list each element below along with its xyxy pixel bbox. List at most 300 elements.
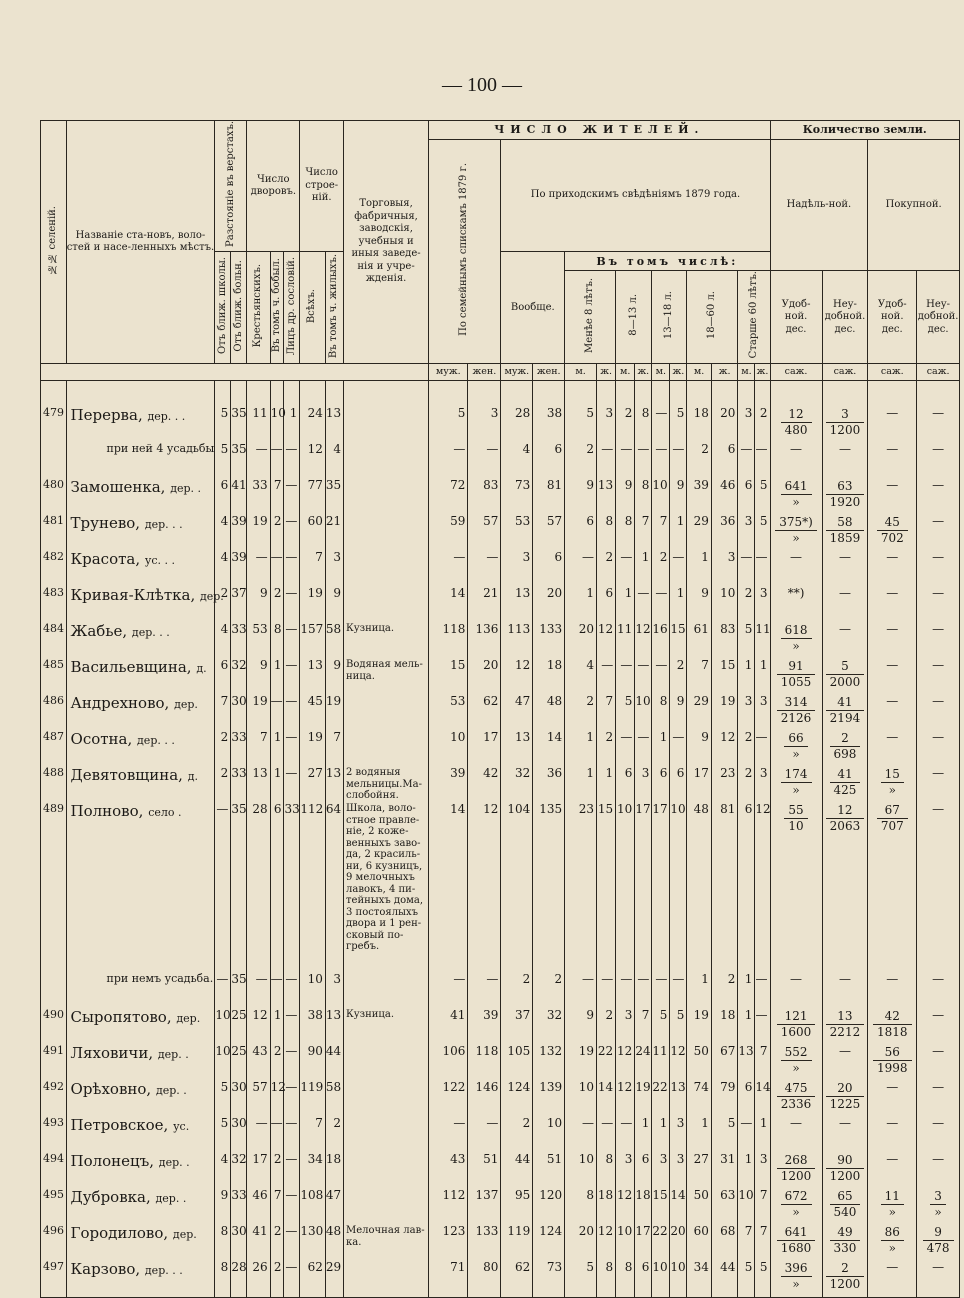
- settlement-kind: дер.: [176, 1012, 201, 1026]
- land-allotted-nonarable: —: [822, 1117, 868, 1153]
- settlement-title: Осотна,: [70, 730, 138, 749]
- cell-a3m: 22: [652, 1081, 670, 1117]
- land-desyatiny: 314: [777, 695, 816, 710]
- cell-fm: 72: [429, 479, 468, 515]
- unit-male: муж.: [501, 364, 533, 381]
- cell-b1: 19: [300, 731, 326, 767]
- cell-gf: 51: [533, 1153, 565, 1189]
- cell-a5f: —: [755, 1009, 770, 1045]
- land-allotted-arable: [770, 1045, 822, 1081]
- cell-b1: 62: [300, 1261, 326, 1298]
- land-desyatiny: 12: [826, 803, 865, 818]
- cell-a1m: 19: [565, 1045, 597, 1081]
- cell-y1: —: [247, 443, 270, 479]
- cell-a5f: —: [755, 973, 770, 1009]
- cell-d1: —: [215, 973, 231, 1009]
- cell-d2: 30: [231, 695, 247, 731]
- settlement-kind: дер. .: [170, 482, 202, 496]
- settlement-number: 479: [41, 407, 67, 443]
- cell-gf: 38: [533, 407, 565, 443]
- cell-gf: 32: [533, 1009, 565, 1045]
- cell-a5m: —: [738, 443, 755, 479]
- land-allotted-arable: [770, 479, 822, 515]
- cell-ff: 133: [468, 1225, 501, 1261]
- cell-a4m: 50: [687, 1189, 711, 1225]
- cell-b1: 119: [300, 1081, 326, 1117]
- land-fraction: [830, 767, 861, 797]
- cell-d2: 35: [231, 443, 247, 479]
- cell-y3: —: [284, 1009, 300, 1045]
- land-desyatiny: 396: [781, 1261, 812, 1276]
- cell-y2: 2: [270, 1045, 284, 1081]
- header-age5: Старше 60 лѣтъ.: [738, 271, 770, 364]
- cell-a4f: 36: [711, 515, 738, 551]
- land-desyatiny: 3: [930, 1189, 946, 1204]
- cell-gf: 57: [533, 515, 565, 551]
- cell-a4m: 48: [687, 803, 711, 973]
- cell-y3: —: [284, 659, 300, 695]
- header-yards: Число дворовъ.: [247, 121, 300, 252]
- land-purchased-nonarable: —: [917, 551, 960, 587]
- settlement-name: [66, 623, 215, 659]
- land-sazheni: »: [792, 746, 800, 761]
- settlement-number: 494: [41, 1153, 67, 1189]
- header-peasant: Крестьянскихъ.: [247, 252, 270, 364]
- cell-a5m: 2: [738, 731, 755, 767]
- cell-gf: 10: [533, 1117, 565, 1153]
- cell-a3f: —: [670, 731, 687, 767]
- land-purchased-nonarable: —: [917, 1117, 960, 1153]
- table-row: [41, 1045, 960, 1081]
- land-desyatiny: 174: [781, 767, 812, 782]
- land-sazheni: 1859: [829, 530, 861, 545]
- cell-b1: 27: [300, 767, 326, 803]
- cell-a1m: 8: [565, 1189, 597, 1225]
- cell-a2f: 24: [635, 1045, 652, 1081]
- header-arable2: Удоб-ной. дес.: [868, 271, 917, 364]
- land-sazheni: 1225: [829, 1096, 861, 1111]
- cell-y1: 17: [247, 1153, 270, 1189]
- land-allotted-arable: [770, 1081, 822, 1117]
- cell-b2: 3: [325, 551, 343, 587]
- cell-a3f: 10: [670, 803, 687, 973]
- cell-a2m: —: [616, 551, 635, 587]
- cell-a5m: 1: [738, 659, 755, 695]
- cell-d2: 35: [231, 803, 247, 973]
- cell-a4m: 1: [687, 973, 711, 1009]
- cell-a1m: 1: [565, 767, 597, 803]
- cell-a2m: 1: [616, 587, 635, 623]
- land-desyatiny: 66: [784, 731, 807, 746]
- land-desyatiny: 41: [826, 695, 865, 710]
- land-sazheni: 1998: [876, 1060, 908, 1075]
- settlement-title: Перерва,: [70, 406, 148, 425]
- cell-y1: 9: [247, 659, 270, 695]
- cell-a1f: 6: [597, 587, 616, 623]
- trade-establishments: [344, 1081, 429, 1117]
- settlement-number: 486: [41, 695, 67, 731]
- cell-a4f: 44: [711, 1261, 738, 1298]
- trade-establishments: [344, 479, 429, 515]
- land-allotted-arable: [770, 1009, 822, 1045]
- land-sazheni: 707: [880, 818, 904, 833]
- settlement-kind: д.: [196, 662, 207, 676]
- cell-a5m: 5: [738, 623, 755, 659]
- header-landless: Въ томъ ч. бобыл.: [270, 252, 284, 364]
- cell-a1m: 10: [565, 1153, 597, 1189]
- settlement-number: 492: [41, 1081, 67, 1117]
- cell-a3m: 5: [652, 1009, 670, 1045]
- land-sazheni: 1200: [780, 1168, 812, 1183]
- cell-a4m: 34: [687, 1261, 711, 1298]
- settlement-name: [66, 1153, 215, 1189]
- settlement-title: Жабье,: [70, 622, 132, 641]
- cell-a4m: 27: [687, 1153, 711, 1189]
- land-purchased-nonarable: —: [917, 1045, 960, 1081]
- cell-a4f: 67: [711, 1045, 738, 1081]
- cell-y3: 1: [284, 407, 300, 443]
- cell-y2: 1: [270, 731, 284, 767]
- cell-gf: 6: [533, 443, 565, 479]
- cell-y2: 6: [270, 803, 284, 973]
- table-row: [41, 587, 960, 623]
- land-sazheni: 2000: [829, 674, 861, 689]
- cell-a5m: 5: [738, 1261, 755, 1298]
- land-allotted-arable: —: [770, 551, 822, 587]
- land-allotted-nonarable: [822, 731, 868, 767]
- cell-ff: 118: [468, 1045, 501, 1081]
- settlement-name: [66, 479, 215, 515]
- land-allotted-nonarable: [822, 1081, 868, 1117]
- cell-d2: 28: [231, 1261, 247, 1298]
- cell-gm: 124: [501, 1081, 533, 1117]
- cell-fm: 118: [429, 623, 468, 659]
- cell-a4f: 6: [711, 443, 738, 479]
- header-arable: Удоб-ной. дес.: [770, 271, 822, 364]
- cell-a3f: 12: [670, 1045, 687, 1081]
- land-allotted-nonarable: —: [822, 1045, 868, 1081]
- cell-b2: 13: [325, 1009, 343, 1045]
- land-allotted-nonarable: [822, 1189, 868, 1225]
- cell-fm: —: [429, 1117, 468, 1153]
- cell-y3: —: [284, 695, 300, 731]
- settlement-title: Васильевщина,: [70, 658, 197, 677]
- cell-a5f: 7: [755, 1225, 770, 1261]
- cell-a4m: 17: [687, 767, 711, 803]
- settlement-kind: дер. .: [158, 1156, 190, 1170]
- cell-b1: 13: [300, 659, 326, 695]
- cell-ff: 21: [468, 587, 501, 623]
- land-fraction: [830, 1189, 861, 1219]
- cell-a3m: 8: [652, 695, 670, 731]
- cell-b2: 9: [325, 587, 343, 623]
- settlement-title: Замошенка,: [70, 478, 171, 497]
- cell-y1: 19: [247, 515, 270, 551]
- cell-a3f: 2: [670, 659, 687, 695]
- land-allotted-arable: [770, 767, 822, 803]
- cell-gm: 113: [501, 623, 533, 659]
- cell-a2f: 6: [635, 1261, 652, 1298]
- cell-fm: —: [429, 443, 468, 479]
- land-sazheni: 2212: [829, 1024, 861, 1039]
- land-sazheni: 1055: [780, 674, 812, 689]
- cell-b2: 44: [325, 1045, 343, 1081]
- cell-ff: 12: [468, 803, 501, 973]
- land-fraction: [881, 767, 904, 797]
- cell-d1: 8: [215, 1261, 231, 1298]
- cell-a2m: 5: [616, 695, 635, 731]
- cell-a1f: 22: [597, 1045, 616, 1081]
- land-purchased-arable: [868, 1045, 917, 1081]
- cell-gf: 81: [533, 479, 565, 515]
- cell-fm: —: [429, 973, 468, 1009]
- cell-gm: 53: [501, 515, 533, 551]
- cell-d2: 33: [231, 623, 247, 659]
- cell-a4f: 79: [711, 1081, 738, 1117]
- table-header: [41, 121, 960, 381]
- land-purchased-arable: —: [868, 623, 917, 659]
- land-sazheni: »: [792, 1060, 800, 1075]
- land-purchased-arable: —: [868, 1081, 917, 1117]
- cell-a4f: 19: [711, 695, 738, 731]
- cell-fm: 10: [429, 731, 468, 767]
- cell-a2m: —: [616, 443, 635, 479]
- cell-a2f: —: [635, 731, 652, 767]
- cell-ff: 42: [468, 767, 501, 803]
- cell-a2f: —: [635, 659, 652, 695]
- cell-d1: 5: [215, 1117, 231, 1153]
- cell-y2: 2: [270, 1261, 284, 1298]
- unit-male: муж.: [429, 364, 468, 381]
- cell-y2: 12: [270, 1081, 284, 1117]
- cell-ff: 3: [468, 407, 501, 443]
- land-sazheni: 1818: [876, 1024, 908, 1039]
- cell-a5m: —: [738, 1117, 755, 1153]
- settlement-kind: дер.: [199, 590, 224, 604]
- land-allotted-arable: —: [770, 443, 822, 479]
- land-purchased-nonarable: —: [917, 623, 960, 659]
- cell-b2: 3: [325, 973, 343, 1009]
- cell-a3m: 6: [652, 767, 670, 803]
- table-row: [41, 803, 960, 973]
- cell-gf: 14: [533, 731, 565, 767]
- trade-establishments: 2 водяныя мельницы.Ма-слобойня.: [344, 767, 429, 803]
- settlement-number: 497: [41, 1261, 67, 1298]
- cell-gm: 44: [501, 1153, 533, 1189]
- cell-fm: 123: [429, 1225, 468, 1261]
- cell-a1m: 2: [565, 443, 597, 479]
- cell-a5m: 7: [738, 1225, 755, 1261]
- trade-establishments: Водяная мель-ница.: [344, 659, 429, 695]
- cell-d2: 30: [231, 1117, 247, 1153]
- cell-a4m: 60: [687, 1225, 711, 1261]
- cell-d2: 25: [231, 1045, 247, 1081]
- cell-d2: 32: [231, 659, 247, 695]
- cell-a1m: 20: [565, 623, 597, 659]
- land-sazheni: 330: [833, 1240, 857, 1255]
- cell-y3: —: [284, 767, 300, 803]
- land-desyatiny: 13: [826, 1009, 865, 1024]
- cell-b1: 77: [300, 479, 326, 515]
- cell-a4f: 83: [711, 623, 738, 659]
- land-fraction: [777, 1153, 816, 1183]
- cell-a4f: 63: [711, 1189, 738, 1225]
- cell-a5f: 3: [755, 587, 770, 623]
- land-sazheni: »: [888, 782, 896, 797]
- cell-b2: 7: [325, 731, 343, 767]
- land-fraction: [873, 1045, 912, 1075]
- settlement-kind: дер. . .: [144, 1264, 183, 1278]
- cell-a4m: 1: [687, 1117, 711, 1153]
- land-desyatiny: 2: [830, 731, 861, 746]
- cell-gm: 95: [501, 1189, 533, 1225]
- settlement-name: [66, 407, 215, 443]
- cell-y3: —: [284, 479, 300, 515]
- table-row: [41, 551, 960, 587]
- land-desyatiny: 45: [877, 515, 908, 530]
- land-allotted-arable: [770, 515, 822, 551]
- land-fraction: [826, 479, 865, 509]
- land-fraction: [826, 1261, 865, 1291]
- cell-a4f: 15: [711, 659, 738, 695]
- cell-a3m: 3: [652, 1153, 670, 1189]
- land-fraction: [873, 1009, 912, 1039]
- cell-a3m: —: [652, 443, 670, 479]
- settlement-name: [66, 1081, 215, 1117]
- header-living: Въ томъ ч. жилыхъ.: [325, 252, 343, 364]
- cell-y1: 7: [247, 731, 270, 767]
- cell-a1f: —: [597, 659, 616, 695]
- settlement-kind: село .: [148, 806, 182, 820]
- cell-a5m: 1: [738, 1009, 755, 1045]
- land-purchased-nonarable: [917, 1189, 960, 1225]
- land-allotted-nonarable: [822, 1261, 868, 1298]
- cell-b2: 13: [325, 407, 343, 443]
- trade-establishments: [344, 407, 429, 443]
- land-desyatiny: 12: [781, 407, 812, 422]
- cell-ff: —: [468, 443, 501, 479]
- cell-ff: 20: [468, 659, 501, 695]
- cell-a2f: 1: [635, 1117, 652, 1153]
- land-fraction: [826, 1081, 865, 1111]
- cell-b2: 19: [325, 695, 343, 731]
- header-age3: 13—18 л.: [652, 271, 687, 364]
- land-allotted-nonarable: —: [822, 623, 868, 659]
- cell-a3f: 9: [670, 695, 687, 731]
- land-allotted-arable: [770, 803, 822, 973]
- land-purchased-nonarable: —: [917, 731, 960, 767]
- cell-a1m: 9: [565, 1009, 597, 1045]
- settlement-number: 489: [41, 803, 67, 973]
- trade-establishments: [344, 551, 429, 587]
- cell-a2m: 2: [616, 407, 635, 443]
- cell-ff: 146: [468, 1081, 501, 1117]
- cell-gm: 119: [501, 1225, 533, 1261]
- cell-a1f: —: [597, 1117, 616, 1153]
- cell-y3: —: [284, 1117, 300, 1153]
- cell-y2: —: [270, 695, 284, 731]
- cell-a3f: 5: [670, 407, 687, 443]
- cell-a2f: 8: [635, 407, 652, 443]
- cell-a1f: 2: [597, 1009, 616, 1045]
- cell-y1: 11: [247, 407, 270, 443]
- land-fraction: [775, 515, 817, 545]
- cell-a3f: 10: [670, 1261, 687, 1298]
- land-fraction: [781, 1045, 812, 1075]
- land-sazheni: 425: [833, 782, 857, 797]
- cell-gf: 133: [533, 623, 565, 659]
- land-allotted-arable: —: [770, 1117, 822, 1153]
- land-fraction: [777, 1225, 816, 1255]
- land-desyatiny: 90: [826, 1153, 865, 1168]
- cell-a3m: 16: [652, 623, 670, 659]
- cell-b1: 34: [300, 1153, 326, 1189]
- cell-d1: 6: [215, 659, 231, 695]
- land-sazheni: 480: [784, 422, 808, 437]
- header-dist-school: Отъ ближ. школы.: [215, 252, 231, 364]
- cell-b2: 35: [325, 479, 343, 515]
- land-allotted-nonarable: [822, 767, 868, 803]
- cell-b1: 7: [300, 551, 326, 587]
- land-purchased-nonarable: [917, 1225, 960, 1261]
- settlement-name: [66, 1009, 215, 1045]
- land-purchased-nonarable: —: [917, 407, 960, 443]
- cell-gf: 73: [533, 1261, 565, 1298]
- cell-gm: 62: [501, 1261, 533, 1298]
- cell-y3: —: [284, 1225, 300, 1261]
- land-sazheni: »: [792, 530, 800, 545]
- land-desyatiny: 42: [873, 1009, 912, 1024]
- land-allotted-nonarable: —: [822, 587, 868, 623]
- cell-a3m: 22: [652, 1225, 670, 1261]
- settlement-name: [66, 1117, 215, 1153]
- land-purchased-arable: —: [868, 551, 917, 587]
- land-desyatiny: 475: [777, 1081, 816, 1096]
- cell-fm: 59: [429, 515, 468, 551]
- land-allotted-nonarable: [822, 1225, 868, 1261]
- cell-ff: 57: [468, 515, 501, 551]
- land-sazheni: »: [792, 1276, 800, 1291]
- cell-a2m: —: [616, 1117, 635, 1153]
- cell-ff: —: [468, 973, 501, 1009]
- cell-a1m: 5: [565, 407, 597, 443]
- land-allotted-arable: [770, 1153, 822, 1189]
- cell-d1: 10: [215, 1009, 231, 1045]
- land-purchased-arable: [868, 1225, 917, 1261]
- cell-gm: 47: [501, 695, 533, 731]
- cell-a2f: —: [635, 443, 652, 479]
- land-fraction: [777, 1081, 816, 1111]
- cell-d1: 9: [215, 1189, 231, 1225]
- land-desyatiny: 641: [777, 1225, 816, 1240]
- unit-m: м.: [738, 364, 755, 381]
- land-purchased-arable: —: [868, 659, 917, 695]
- unit-female: жен.: [468, 364, 501, 381]
- cell-d1: 2: [215, 767, 231, 803]
- cell-b2: 48: [325, 1225, 343, 1261]
- settlement-number: 488: [41, 767, 67, 803]
- cell-fm: 5: [429, 407, 468, 443]
- cell-a4m: 29: [687, 515, 711, 551]
- cell-ff: 39: [468, 1009, 501, 1045]
- cell-a5m: 3: [738, 695, 755, 731]
- table-row: [41, 1117, 960, 1153]
- cell-d1: 5: [215, 443, 231, 479]
- cell-y2: 7: [270, 1189, 284, 1225]
- settlement-kind: дер. . .: [144, 518, 183, 532]
- cell-gm: 2: [501, 1117, 533, 1153]
- land-fraction: [826, 1153, 865, 1183]
